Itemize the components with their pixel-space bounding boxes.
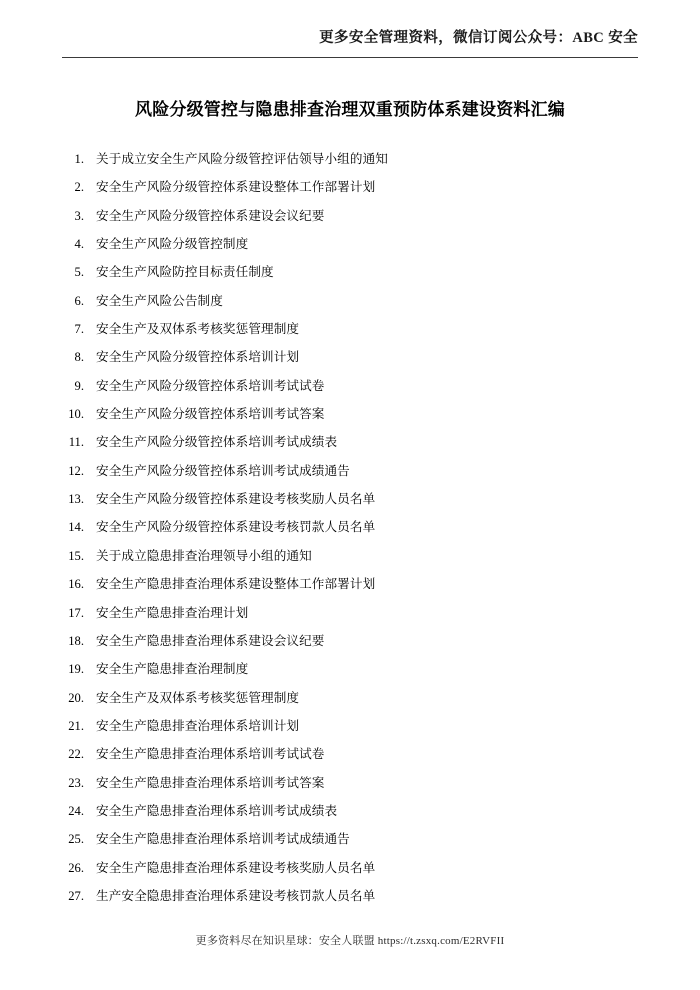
list-item-label: 安全生产及双体系考核奖惩管理制度 [96, 690, 300, 705]
list-item-number: 27. [68, 888, 84, 903]
list-item [62, 859, 638, 877]
list-item-label: 安全生产风险分级管控制度 [96, 237, 249, 252]
list-item [62, 462, 638, 480]
list-item-label: 安全生产风险分级管控体系建设会议纪要 [96, 208, 325, 223]
table-of-contents [62, 150, 638, 915]
list-item [62, 830, 638, 848]
list-item-label: 安全生产及双体系考核奖惩管理制度 [96, 322, 300, 337]
list-item-label: 安全生产风险分级管控体系建设整体工作部署计划 [96, 180, 376, 195]
list-item-label: 关于成立安全生产风险分级管控评估领导小组的通知 [96, 152, 388, 166]
list-item [62, 802, 638, 820]
list-item [62, 320, 638, 338]
list-item-label: 安全生产风险分级管控体系培训考试试卷 [96, 378, 325, 393]
list-item [62, 178, 638, 196]
list-item [62, 405, 638, 423]
list-item-label: 安全生产隐患排查治理体系培训考试成绩通告 [96, 832, 350, 847]
list-item-number: 5. [74, 265, 84, 280]
list-item-number: 10. [68, 407, 84, 422]
list-item [62, 263, 638, 281]
list-item [62, 348, 638, 366]
list-item-number: 11. [68, 435, 84, 450]
list-item-number: 13. [68, 492, 84, 507]
list-item-label: 安全生产隐患排查治理体系建设考核奖励人员名单 [96, 860, 376, 875]
page-title: 风险分级管控与隐患排查治理双重预防体系建设资料汇编 [135, 100, 565, 119]
list-item [62, 745, 638, 763]
list-item-number: 17. [68, 605, 84, 620]
list-item-number: 14. [68, 520, 84, 535]
header-divider [62, 57, 638, 58]
list-item-number: 25. [68, 832, 84, 847]
header-text: 更多安全管理资料，微信订阅公众号：ABC 安全 [319, 30, 638, 46]
list-item-number: 24. [68, 803, 84, 818]
list-item-label: 安全生产风险防控目标责任制度 [96, 265, 274, 280]
list-item-label: 安全生产隐患排查治理体系培训考试试卷 [96, 747, 325, 762]
list-item [62, 575, 638, 593]
list-item-number: 20. [68, 690, 84, 705]
list-item-label: 安全生产隐患排查治理体系建设整体工作部署计划 [96, 577, 376, 592]
page-footer: 更多资料尽在知识星球：安全人联盟 https://t.zsxq.com/E2RVFII [195, 935, 505, 947]
list-item-number: 4. [74, 237, 84, 252]
list-item [62, 632, 638, 650]
list-item-label: 安全生产风险分级管控体系培训考试成绩通告 [96, 463, 350, 478]
list-item [62, 377, 638, 395]
list-item-label: 关于成立隐患排查治理领导小组的通知 [96, 548, 312, 563]
list-item-number: 1. [74, 152, 84, 166]
list-item-label: 安全生产风险分级管控体系建设考核罚款人员名单 [96, 520, 376, 535]
list-item-label: 安全生产隐患排查治理计划 [96, 605, 249, 620]
list-item-label: 生产安全隐患排查治理体系建设考核罚款人员名单 [96, 888, 376, 903]
list-item [62, 689, 638, 707]
list-item-number: 12. [68, 463, 84, 478]
list-item-label: 安全生产隐患排查治理制度 [96, 662, 249, 677]
list-item-label: 安全生产风险分级管控体系建设考核奖励人员名单 [96, 492, 376, 507]
list-item [62, 660, 638, 678]
list-item-number: 15. [68, 548, 84, 563]
list-item-number: 18. [68, 633, 84, 648]
list-item-number: 16. [68, 577, 84, 592]
list-item [62, 150, 638, 168]
list-item [62, 604, 638, 622]
list-item [62, 490, 638, 508]
list-item-number: 21. [68, 718, 84, 733]
list-item-label: 安全生产风险分级管控体系培训考试答案 [96, 407, 325, 422]
list-item [62, 717, 638, 735]
list-item-label: 安全生产风险分级管控体系培训计划 [96, 350, 300, 365]
list-item-number: 22. [68, 747, 84, 762]
list-item-label: 安全生产隐患排查治理体系培训计划 [96, 718, 300, 733]
list-item-label: 安全生产隐患排查治理体系培训考试答案 [96, 775, 325, 790]
list-item-number: 2. [74, 180, 84, 195]
list-item-number: 6. [74, 293, 84, 308]
list-item-label: 安全生产隐患排查治理体系建设会议纪要 [96, 633, 325, 648]
list-item [62, 547, 638, 565]
list-item [62, 235, 638, 253]
list-item-number: 7. [74, 322, 84, 337]
list-item-label: 安全生产风险公告制度 [96, 293, 223, 308]
list-item-number: 19. [68, 662, 84, 677]
list-item-label: 安全生产风险分级管控体系培训考试成绩表 [96, 435, 338, 450]
list-item-number: 3. [74, 208, 84, 223]
page-header [62, 28, 638, 58]
list-item [62, 433, 638, 451]
list-item [62, 774, 638, 792]
list-item-number: 23. [68, 775, 84, 790]
list-item [62, 207, 638, 225]
list-item-label: 安全生产隐患排查治理体系培训考试成绩表 [96, 803, 338, 818]
list-item-number: 9. [74, 378, 84, 393]
list-item-number: 26. [68, 860, 84, 875]
list-item-number: 8. [74, 350, 84, 365]
list-item [62, 292, 638, 310]
list-item [62, 518, 638, 536]
list-item [62, 887, 638, 905]
